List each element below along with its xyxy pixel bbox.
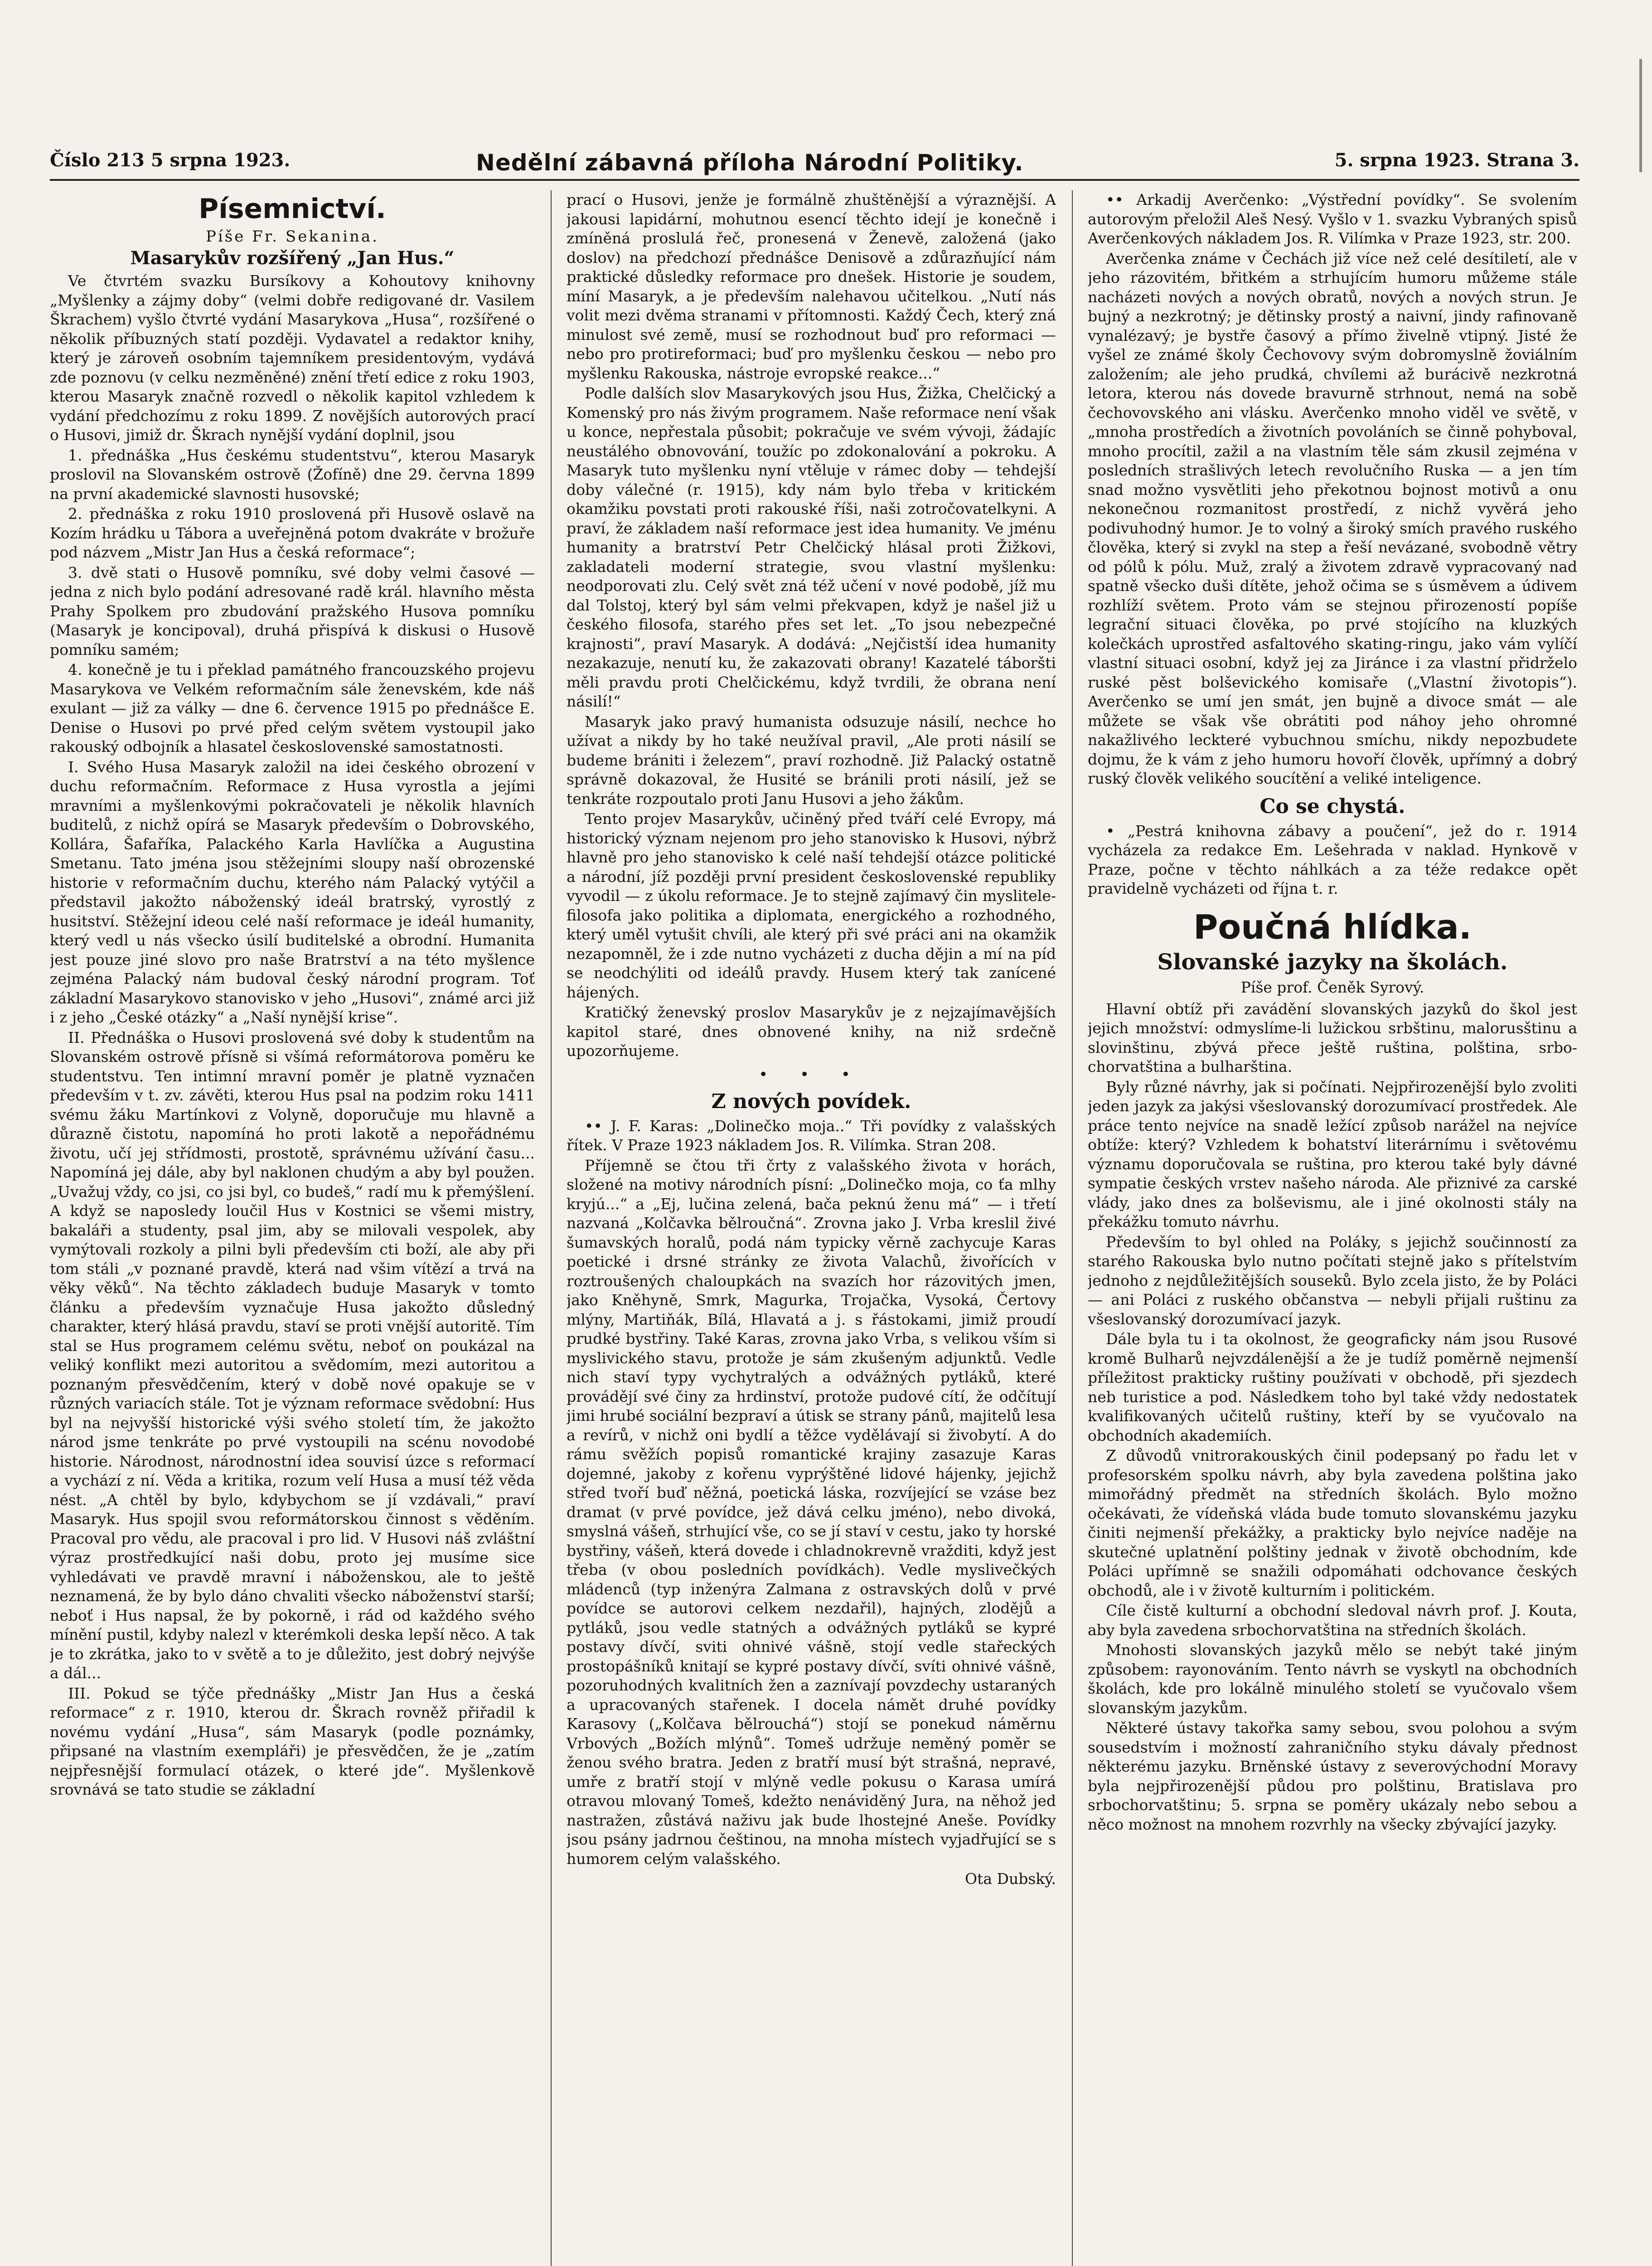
paragraph: 2. přednáška z roku 1910 proslovená při Husově oslavě na Kozím hrádku u Tábora a uveřejněná potom dvakráte v brožuře pod názvem „Mistr Jan Hus a česká reformace“; xyxy=(50,505,535,561)
paragraph: Kratičký ženevský proslov Masarykův je z nejzajímavějších kapitol staré, dnes obnovené knihy, na niž srdečně upozorňujeme. xyxy=(567,1003,1056,1060)
scan-edge-mark xyxy=(1639,59,1642,172)
column-2 xyxy=(567,190,1056,2266)
paragraph: II. Přednáška o Husovi proslovená své doby k studentům na Slovanském ostrově přísně si všímá reformátorova poměru ke studentstvu. Ten intimní mravní poměr je platně vyznačen především v t. zv. závěti, kterou Hus psal na podzim roku 1411 svému žáku Martínkovi z Volyně, doporučuje mu hlavně a důrazně čistotu, napomíná ho proti lakotě a nepořádnému životu, učí jej střídmosti, prostotě, správnému užívání času... Napomíná jej dále, aby byl naklonen chudým a aby byl použen. „Uvažuj vždy, co jsi, co jsi byl, co budeš,“ radí mu k přemýšlení. A když se naposledy loučil Hus v Kostnici se všemi mistry, bakaláři a studenty, psal jim, aby se milovali vespolek, aby vymýtovali rozkoly a pilni byli především cti boží, ale aby při tom stáli „v poznané pravdě, která nad všim vítězí a trvá na věky věků“. Na těchto základech buduje Masaryk v tomto článku a především vyznačuje Husa jakožto důsledný charakter, který hlásá pravdu, staví se proti vnější autoritě. Tím stal se Hus programem celému světu, neboť on poukázal na veliký konflikt mezi autoritou a svědomím, mezi autoritou a poznaným přesvědčením, který v době nové opakuje se v různých variacích stále. Tot je význam reformace svědobní: Hus byl na nejvyšší historické výši svého století tím, že jakožto národ jsme tenkráte po prvé vystoupili na scénu novodobé historie. Národnost, národnostní idea souvisí úzce s reformací a vychází z ní. Věda a kritika, rozum velí Husa a musí též věda nést. „A chtěl by bylo, kdybychom se jí vzdávali,“ praví Masaryk. Hus spojil svou reformátorskou činnost s věděním. Pracoval pro vědu, ale pracoval i pro lid. V Husovi náš zvláštní výraz prostředkující naši dobu, proto jej musíme sice vyhledávati ve pravdě mravní i náboženskou, ale to ještě neznamená, že by bylo dáno chvaliti všecko náboženství starší; neboť i Hus napsal, že by pokorně, i rád od každého svého mínění pustil, kdyby nalezl v kterémkoli deska lepší něco. A tak je to zkrátka, jako to v světě a to je důležito, jest dobrý nejvýše a dál... xyxy=(50,1028,535,1682)
paragraph: Především to byl ohled na Poláky, s jejichž součinností za starého Rakouska bylo nutno počítati stejně jako s přítelstvím jednoho z nejdůležitějších souseků. Bylo zcela jisto, že by Poláci — ani Poláci z ruského občanstva — nebyli přijali ruštinu za všeslovanský dorozumívací jazyk. xyxy=(1088,1233,1577,1328)
paragraph: Cíle čistě kulturní a obchodní sledoval návrh prof. J. Kouta, aby byla zavedena srbochorvatština na středních školách. xyxy=(1088,1602,1577,1639)
paragraph: • „Pestrá knihovna zábavy a poučení“, jež do r. 1914 vycházela za redakce Em. Lešehrada v naklad. Hynkově v Praze, počne v těchto náhlkách a za téže redakce opět pravidelně vycházeti od října t. r. xyxy=(1088,822,1577,897)
separator-dots: • • • xyxy=(759,1065,864,1084)
article-title: Slovanské jazyky na školách. xyxy=(1157,949,1508,975)
section-title: Poučná hlídka. xyxy=(1193,907,1472,947)
byline: Píše prof. Čeněk Syrový. xyxy=(1240,978,1424,996)
column-divider xyxy=(551,190,552,2266)
paragraph: Z důvodů vnitrorakouských činil podepsaný po řadu let v profesorském spolku návrh, aby byla zavedena polština jako mimořádný předmět na středních školách. Bylo možno očekávati, že vídeňská vláda bude tomuto slovanskému jazyku činiti nejmenší překážky, a prakticky bylo nejvíce naděje na skutečné uplatnění polštiny jednak v životě obchodním, kde Poláci upřímně se snažili odpomáhati odchovance českých obchodů, ale i v životě kulturním i politickém. xyxy=(1088,1447,1577,1599)
paragraph: Některé ústavy takořka samy sebou, svou polohou a svým sousedstvím i možností zahraničního styku dávaly přednost některému jazyku. Brněnské ústavy z severovýchodní Moravy byla nejpřirozenější půdou pro polštinu, Bratislava pro srbochorvatštinu; 5. srpna se poměry ukázaly nebo sebou a něco možnost na mnohem rozvrhly na všecky zbývající jazyky. xyxy=(1088,1719,1577,1833)
paragraph: •• J. F. Karas: „Dolinečko moja..“ Tři povídky z valašských řítek. V Praze 1923 nákladem Jos. R. Vilímka. Stran 208. xyxy=(567,1117,1056,1154)
paragraph: Averčenka známe v Čechách již více než celé desítiletí, ale v jeho rázovitém, břitkém a strhujícím humoru můžeme stále nacházeti nových a nových obratů, nových a nových strun. Je bujný a nezkrotný; je dětinsky prostý a naivní, jindy rafinovaně vynalézavý; je bystře časový a přímo živelně vtipný. Jisté že vyšel ze známé školy Čechovovy svým dobromyslně žoviálním založením; ale jeho prudká, chvílemi až burácivě nezkrotná letora, kterou nás dovede bravurně strhnout, nemá na sobě čechovovského ani vlásku. Averčenko mnoho viděl ve světě, v „mnoha prostředích a životních povoláních se činně pohyboval, mnoho procítil, zažil a na vlastním těle sám zkusil zejména v posledních strašlivých letech revolučního Ruska — a jen tím snad možno vysvětliti jeho překotnou bojnost motivů a onu nekonečnou rozmanitost prostředí, z nichž vyvěrá jeho podivuhodný humor. Je to volný a široký smích pravého ruského člověka, který si zvykl na step a řeší nevázané, svobodně větry od pólů k pólu. Muž, zralý a životem zdravě vypracovaný nad spatně všecko duši dítěte, jehož očima se s úsměvem a údivem rozhlíží světem. Proto vám se stejnou přirozeností popíše legrační situaci člověka, po prvé stojícího na kluzkých kolečkách uprostřed asfaltového skating-ringu, jako vám vylíčí vlastní situaci osobní, když jej za Jiránce i za vlastní přidrželo ruské pěst bolševického komisaře („Vlastní životopis“). Averčenko se umí jen smát, jen bujně a divoce smát — ale můžete se však vše obrátiti pod náhoy jeho ohromné nakažlivého leckteré vybuchnou smíchu, nikdy nepozbudete dojmu, že k vám z jeho humoru hovoří člověk, upřímný a dobrý ruský člověk velikého soucítění a veliké inteligence. xyxy=(1088,249,1577,787)
paragraph: I. Svého Husa Masaryk založil na idei českého obrození v duchu reformačním. Reformace z Husa vyrostla a jejími mravními a myšlenkovými pokračovateli je několik hlavních buditelů, z nichž opírá se Masaryk především o Dobrovského, Kollára, Šafaříka, Palackého Karla Havlíčka a Augustina Smetanu. Tato jména jsou stěžejními sloupy naší obrozenské historie v reformačním duchu, kterého nám Palacký vytýčil a představil jakožto náboženský ideál bratrský, vyrostlý z husitství. Stěžejní ideou celé naší reformace je ideál humanity, který vedl u nás všecko úsilí buditelské a obrodní. Humanita jest pouze jiné slovo pro naše Bratrství a na této myšlence zejména Palacký nám budoval český národní program. Toť základní Masarykovo stanovisko v jeho „Husovi“, známé arci již i z jeho „České otázky“ a „Naší nynější krise“. xyxy=(50,758,535,1026)
paragraph: 3. dvě stati o Husově pomníku, své doby velmi časové — jedna z nich bylo podání adresované radě král. hlavního města Prahy Spolkem pro zbudování pražského Husova pomníku (Masaryk je koncipoval), druhá přispívá k diskusi o Husově pomníku samém; xyxy=(50,563,535,658)
paragraph: Hlavní obtíž při zavádění slovanských jazyků do škol jest jejich množství: odmyslíme-li lužickou srbštinu, malorusštinu a slovinštinu, zbývá přece ještě ruština, polština, srbo-chorvatština a bulharština. xyxy=(1088,1000,1577,1075)
byline: Píše Fr. Sekanina. xyxy=(206,228,379,246)
paragraph: prací o Husovi, jenže je formálně zhuštěnější a výraznější. A jakousi lapidární, mohutnou esencí těchto idejí je konečně i zmíněná proslulá řeč, pronesená v Ženevě, založená (jako doslov) na předchozí přednášce Denisově a zdůrazňující nám praktické důsledky reformace pro dnešek. Historie je soudem, míní Masaryk, a je především nalehavou učitelkou. „Nutí nás volit mezi dvěma stranami v přítomnosti. Každý Čech, který zná minulost své země, musí se rozhodnout buď pro reformaci — nebo pro protireformaci; buď pro myšlenku českou — nebo pro myšlenku Rakouska, nástroje evropské reakce...“ xyxy=(567,191,1056,382)
column-3 xyxy=(1088,190,1577,2266)
section-subtitle: Z nových povídek. xyxy=(711,1089,911,1113)
section-title: Písemnictví. xyxy=(199,193,386,225)
paragraph: III. Pokud se týče přednášky „Mistr Jan Hus a česká reformace“ z r. 1910, kterou dr. Škrach rovněž přiřadil k novému vydání „Husa“, sám Masaryk (podle poznámky, připsané na vlastním exempláři) je přesvědčen, že je „zatím nejpřesnější formulací otázek, o které jde“. Myšlenkově srovnává se tato studie se základní xyxy=(50,1684,535,1798)
column-divider xyxy=(1072,190,1073,2266)
newspaper-title: Nedělní zábavná příloha Národní Politiky. xyxy=(476,150,1024,176)
paragraph: Příjemně se čtou tři črty z valašského života v horách, složené na motivy národních písní: „Dolinečko moja, co ťa mlhy kryjú...“ a „Ej, lučina zelená, bača peknú ženu má“ — i třetí nazvaná „Kolčavka bělroučná“. Zrovna jako J. Vrba kreslil živé šumavských horalů, podá nám typicky věrně zachycuje Karas poetické i drsné stránky ze života Valachů, živořících v roztroušených chaloupkách na svazích hor rázovitých jmen, jako Kněhyně, Smrk, Magurka, Trojačka, Vysoká, Čertovy mlýny, Martiňák, Bílá, Hlavatá a j. s řástokami, jimiž proudí prudké bystřiny. Také Karas, zrovna jako Vrba, s velikou vším si myslivického stavu, protože je sám zkušeným adjunktů. Vedle nich staví typy vychytralých a odvážných pytláků, které provádějí své činy za hrdinství, protože pudové cítí, že odčítují jimi hrubé sociální bezpraví a útisk se strany pánů, majitelů lesa a revírů, v nichž oni bydlí a těžce vydělávají si živobytí. A do rámu svěžích popisů romantické krajiny zasazuje Karas dojemné, jakoby z kořenu vyprýštěné lidové hájenky, jejichž střed tvoří buď něžná, poetická láska, rozvíjející se vzáse bez dramat (v prvé povídce, jež dává celku jméno), nebo divoká, smyslná vášeň, strhující vše, co se jí staví v cestu, jako ty horské bystřiny, vášeň, která dovede i chladnokrevně vražditi, když jest třeba (v obou posledních povídkách). Vedle myslivečkých mládenců (typ inženýra Zalmana z ostravských dolů v prvé povídce se autorovi celkem nezdařil), hajných, zlodějů a pytláků, jsou vedle statných a odvážných pytláků se kypré postavy dívčí, sviti ohnivé vášně, stojí vedle stařeckých prostopášníků knitají se kypré postavy dívčí, svíti ohnivé vášně, pozoruhodných kvalitních žen a zaznívají povzdechy ustaraných a upracovaných stařenek. I docela námět druhé povídky Karasovy („Kolčava bělrouchá“) stojí se ponekud náměrnu Vrbových „Božích mlýnů“. Tomeš udržuje neměný poměr se ženou svého bratra. Jeden z bratří musí být strašná, nepravé, umře z bratří stojí v mlýně vedle pokusu o Karasa umírá otravou mlovaný Tomeš, kdežto nenáviděný Jura, na něhož jed nastražen, zůstává naživu jak bude lhostejné Aneše. Povídky jsou psány jadrnou češtinou, na mnoha místech vyjadřující se s humorem celým valašského. xyxy=(567,1156,1056,1868)
page-number: 5. srpna 1923. Strana 3. xyxy=(1334,150,1579,171)
paragraph: Tento projev Masarykův, učiněný před tváří celé Evropy, má historický význam nejenom pro jeho stanovisko k Husovi, nýbrž hlavně pro jeho stanovisko k celé naší tehdejší otázce politické a národní, jíž později první president československé republiky vyvodil — z úkolu reformace. Je to stejně zajímavý čin myslitele-filosofa jako politika a diplomata, energického a rozhodného, který uměl vytušit chvíli, ale který při své práci ani na okamžik nezapomněl, že i zde nutno vycházeti z ducha dějin a mí na píd se neodchýliti od ideálů pravdy. Husem který tak zanícené hájených. xyxy=(567,810,1056,1001)
article-title: Masarykův rozšířený „Jan Hus.“ xyxy=(130,247,455,269)
paragraph: 1. přednáška „Hus českému studentstvu“, kterou Masaryk proslovil na Slovanském ostrově (Žofíně) dne 29. června 1899 na první akademické slavnosti husovské; xyxy=(50,446,535,503)
paragraph: Ve čtvrtém svazku Bursíkovy a Kohoutovy knihovny „Myšlenky a zájmy doby“ (velmi dobře redigované dr. Vasilem Škrachem) vyšlo čtvrté vydání Masarykova „Husa“, rozšířené o několik příbuzných statí později. Vydavatel a redaktor knihy, který je zároveň osobním tajemníkem presidentovým, vydává zde poznovu (v celku nezměněné) znění třetí edice z roku 1903, kterou Masaryk značně rozvedl o několik kapitol vzhledem k vydání předchozímu z roku 1899. Z novějších autorových prací o Husovi, jimiž dr. Škrach nynější vydání doplnil, jsou xyxy=(50,272,535,444)
issue-date: Číslo 213 5 srpna 1923. xyxy=(50,150,291,171)
paragraph: Masaryk jako pravý humanista odsuzuje násilí, nechce ho užívat a nikdy by ho také neužíval pravil, „Ale proti násilí se budeme brániti i železem“, praví rozhodně. Již Palacký ostatně správně dokazoval, že Husité se bránili proti násilí, jež se tenkráte rozpoutalo proti Janu Husovi a jeho žákům. xyxy=(567,712,1056,808)
column-1 xyxy=(50,190,535,2266)
header-rule xyxy=(50,179,1579,181)
paragraph: •• Arkadij Averčenko: „Výstřední povídky“. Se svolením autorovým přeložil Aleš Nesý. Vyšlo v 1. svazku Vybraných spisů Averčenkových nákladem Jos. R. Vilímka v Praze 1923, str. 200. xyxy=(1088,191,1577,247)
paragraph: Dále byla tu i ta okolnost, že geograficky nám jsou Rusové kromě Bulharů nejvzdálenější a že je tudíž poměrně nejmenší příležitost prakticky ruštiny používati v obchodě, při sjezdech neb turistice a pod. Následkem toho byl také vždy nedostatek kvalifikovaných učitelů ruštiny, kteří by se vyučovalo na obchodních akademiích. xyxy=(1088,1330,1577,1444)
signature: Ota Dubský. xyxy=(965,1870,1056,1888)
paragraph: Mnohosti slovanských jazyků mělo se nebýt také jiným způsobem: rayonováním. Tento návrh se vyskytl na obchodních školách, kde pro lokálně minulého století se vyučovalo všem slovanským jazykům. xyxy=(1088,1641,1577,1717)
paragraph: Byly různé návrhy, jak si počínati. Nejpřirozenější bylo zvoliti jeden jazyk za jakýsi všeslovanský dorozumívací prostředek. Ale práce tento nejvíce na snadě ležící způsob narážel na nejvíce obtíže: který? Vzhledem k bohatství literárnímu i světovému významu doporučovala se ruština, pro kterou také byly dávné sympatie českých vrstev našeho národa. Ale přiznivé za carské vlády, jako dnes za bolševismu, ale i jiné okolnosti stály na překážku tomuto návrhu. xyxy=(1088,1078,1577,1230)
paragraph: 4. konečně je tu i překlad památného francouzského projevu Masarykova ve Velkém reformačním sále ženevském, kde náš exulant — již za války — dne 6. července 1915 po přednášce E. Denise o Husovi po prvé před celým světem vystoupil jako rakouský odbojník a hlasatel československé samostatnosti. xyxy=(50,661,535,755)
section-subtitle: Co se chystá. xyxy=(1260,794,1405,818)
paragraph: Podle dalších slov Masarykových jsou Hus, Žižka, Chelčický a Komenský pro nás živým programem. Naše reformace není však u konce, nepřestala působit; pokračuje ve svém vývoji, žádajíc neustálého obnovování, toužíc po zdokonalování a pokroku. A Masaryk tuto myšlenku nyní vtěluje v rámec doby — tehdejší doby válečné (r. 1915), kdy nám bylo třeba v kritickém okamžiku povstati proti rakouské říši, naši zotročovatelkyni. A praví, že základem naší reformace jest idea humanity. Ve jménu humanity a bratrství Petr Chelčický hlásal proti Žižkovi, zakladateli moderní strategie, svou vlastní myšlenku: neodporovati zlu. Celý svět zná též učení v nové podobě, jíž mu dal Tolstoj, který byl sám velmi překvapen, když je našel již u českého filosofa, starého přes set let. „To jsou nebezpečné krajnosti“, praví Masaryk. A dodává: „Nejčistší idea humanity nezakazuje, nenutí ku, že zakazovati obrany! Kazatelé táboršti měli pravdu proti Chelčickému, když tvrdili, že obrana není násilí!“ xyxy=(567,384,1056,710)
